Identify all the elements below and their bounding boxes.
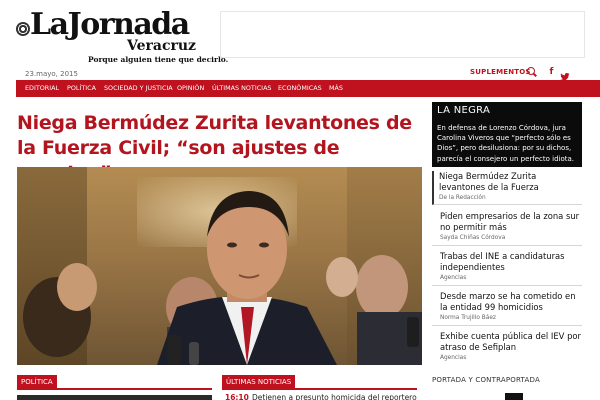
nav-item-politica[interactable]: POLÍTICA	[67, 84, 96, 92]
latest-news-time: 16:10	[225, 393, 249, 400]
sidebar-story[interactable]	[432, 331, 582, 367]
section-label-politica[interactable]: POLÍTICA	[17, 375, 57, 389]
facebook-icon[interactable]: f	[549, 67, 554, 77]
story-title: Desde marzo se ha cometido en la entidad 99 homicidios	[440, 291, 576, 312]
la-negra-text: En defensa de Lorenzo Córdova, jura Carolina Viveros que “perfecto sólo es Dios”, pero desilusiona: por su dichos, parecía el consejero un perfecto idiota.	[437, 124, 575, 163]
latest-news-link[interactable]: Detienen a presunto homicida del reportero	[252, 393, 417, 400]
nav-item-editorial[interactable]: EDITORIAL	[25, 84, 60, 92]
nav-item-mas[interactable]: MÁS	[329, 84, 343, 92]
section-label-ultimas-noticias[interactable]: ÚLTIMAS NOTICIAS	[222, 375, 295, 389]
nav-item-economicas[interactable]: ECONÓMICAS	[278, 84, 322, 92]
logo-edition: Veracruz	[127, 38, 196, 54]
nav-item-sociedad-justicia[interactable]: SOCIEDAD Y JUSTICIA	[104, 84, 173, 92]
main-nav	[16, 80, 600, 97]
story-title: Piden empresarios de la zona sur no permitir más	[440, 211, 580, 232]
main-headline[interactable]: Niega Bermúdez Zurita levantones de la Fuerza Civil; “son ajustes de	[17, 112, 412, 159]
search-icon[interactable]	[527, 67, 538, 78]
nav-item-ultimas-noticias[interactable]: ÚLTIMAS NOTICIAS	[212, 84, 272, 92]
supplements-link[interactable]: SUPLEMENTOS	[470, 68, 531, 76]
sidebar-story[interactable]	[432, 171, 582, 205]
politica-first-story-thumb[interactable]	[17, 395, 212, 400]
nav-item-opinion[interactable]: OPINIÓN	[177, 84, 205, 92]
sidebar-story[interactable]	[432, 211, 582, 246]
logo-emblem-icon	[16, 22, 30, 36]
story-author: Norma Trujillo Báez	[440, 315, 496, 321]
la-negra-title: LA NEGRA	[437, 105, 491, 116]
sidebar-story[interactable]	[432, 251, 582, 286]
ad-banner[interactable]	[220, 11, 585, 58]
site-tagline: Porque alguien tiene que decirlo.	[88, 55, 229, 64]
logo-name: LaJornada	[30, 7, 189, 42]
photo-scene	[17, 167, 422, 365]
portada-thumbnail[interactable]	[505, 393, 523, 400]
story-author: Sayda Chiñas Córdova	[440, 235, 506, 241]
story-title: Exhibe cuenta pública del IEV por atraso de Sefiplan	[440, 331, 581, 352]
twitter-icon[interactable]	[560, 67, 571, 78]
story-author: Agencias	[440, 355, 467, 361]
story-author: Agencias	[440, 275, 467, 281]
current-date: 23.mayo, 2015	[25, 70, 78, 78]
story-title: Trabas del INE a candidaturas independientes	[440, 251, 565, 272]
section-bar-ultimas	[222, 388, 417, 390]
main-story-photo[interactable]	[17, 167, 422, 365]
la-negra-box[interactable]	[432, 102, 582, 167]
sidebar-story[interactable]	[432, 291, 582, 326]
story-title: Niega Bermúdez Zurita levantones de la Fuerza	[439, 171, 539, 192]
story-author: De la Redacción	[439, 195, 486, 201]
portada-contraportada-heading[interactable]: PORTADA Y CONTRAPORTADA	[432, 376, 540, 384]
section-bar-politica	[17, 388, 212, 390]
